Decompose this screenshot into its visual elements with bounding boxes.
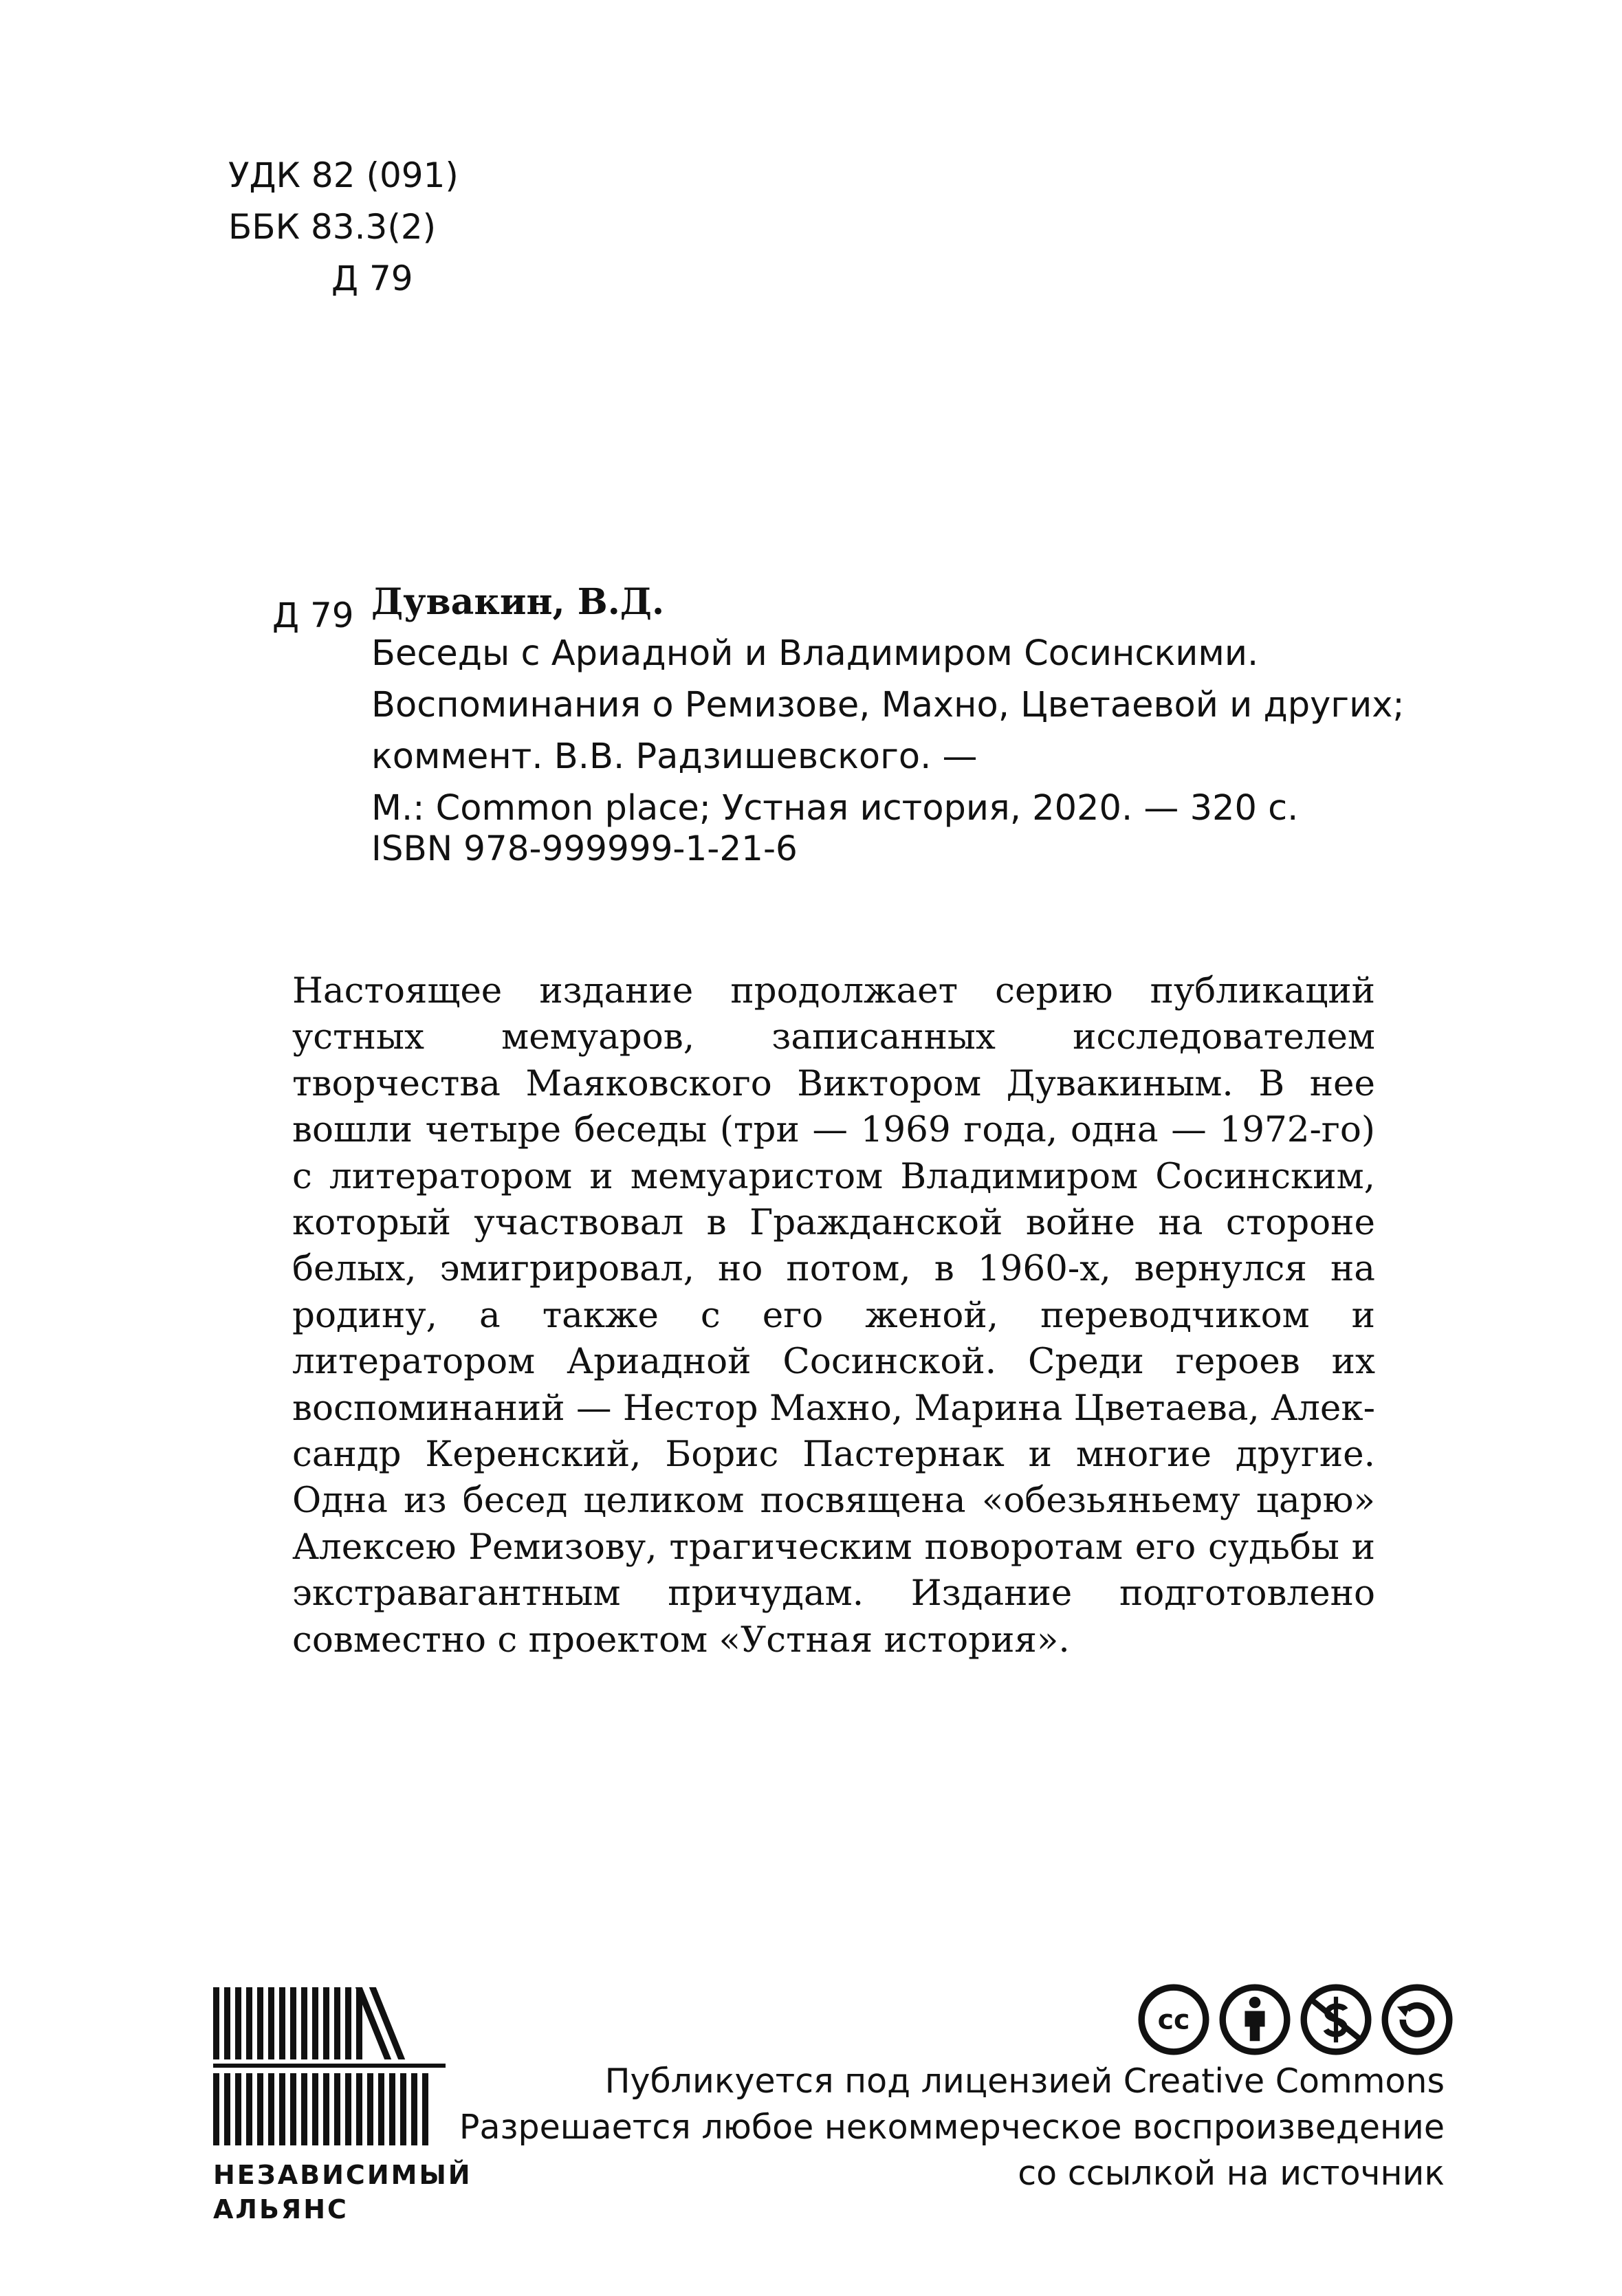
- license-notice: [459, 2058, 1445, 2196]
- bbk-code: ББК 83.3(2): [228, 207, 437, 247]
- catalog-author-mark: Д 79: [272, 595, 354, 635]
- cc-icon-label: cc: [1157, 2004, 1190, 2036]
- logo-text: [213, 2158, 472, 2227]
- license-line: Публикуется под лицензией Creative Commons: [604, 2062, 1445, 2101]
- nc-icon: [1300, 1984, 1372, 2055]
- catalog-line: Беседы с Ариадной и Владимиром Сосинскими.: [371, 633, 1259, 674]
- logo-text-line1: НЕЗАВИСИМЫЙ: [213, 2160, 472, 2190]
- independent-alliance-logo: [213, 1987, 472, 2227]
- logo-barcode-bottom: [213, 2073, 447, 2145]
- catalog-author: Дувакин, В.Д.: [371, 581, 665, 623]
- logo-barcode-top: [213, 1987, 447, 2059]
- logo-rule: [213, 2064, 446, 2068]
- catalog-line: М.: Common place; Устная история, 2020. — 320 с.: [371, 788, 1299, 829]
- catalog-line: коммент. В.В. Радзишевского. —: [371, 736, 978, 777]
- license-line: Разрешается любое некоммерческое воспроизведение: [459, 2108, 1445, 2147]
- author-mark-code: Д 79: [331, 259, 413, 298]
- udk-code: УДК 82 (091): [228, 155, 459, 195]
- logo-text-line2: АЛЬЯНС: [213, 2194, 349, 2224]
- catalog-line: Воспоминания о Ремизове, Махно, Цветаевой и других;: [371, 685, 1405, 725]
- license-line: со ссылкой на источник: [1018, 2154, 1445, 2193]
- isbn: ISBN 978-999999-1-21-6: [371, 829, 798, 868]
- cc-icon: [1138, 1984, 1209, 2055]
- by-icon: [1219, 1984, 1291, 2055]
- classification-codes: [228, 150, 459, 305]
- annotation-paragraph: Настоящее издание продолжает серию публикаций устных мемуаров, записанных исследователем творчества Маяковского Виктором Дувакиным. В нее вошли четыре беседы (три — 1969 года, одна — 1972-го) с литератором и мемуаристом Владимиром Сосинским, который участвовал в Гражданской войне на стороне белых, эмигрировал, но потом, в 1960-х, вернулся на родину, а также с его женой, переводчиком и литератором Ариадной Сосинской. Среди героев их воспоминаний — Нестор Махно, Марина Цветаева, Александр Керенский, Борис Пастернак и многие другие. Одна из бесед целиком посвящена «обезьяньему царю» Алексею Ремизову, трагическим поворотам его судьбы и экстравагантным причудам. Издание подготовлено совместно с проектом «Устная история».: [292, 970, 1375, 1661]
- sa-icon: [1381, 1984, 1453, 2055]
- creative-commons-icons: [1138, 1984, 1453, 2055]
- catalog-entry: [371, 576, 1405, 834]
